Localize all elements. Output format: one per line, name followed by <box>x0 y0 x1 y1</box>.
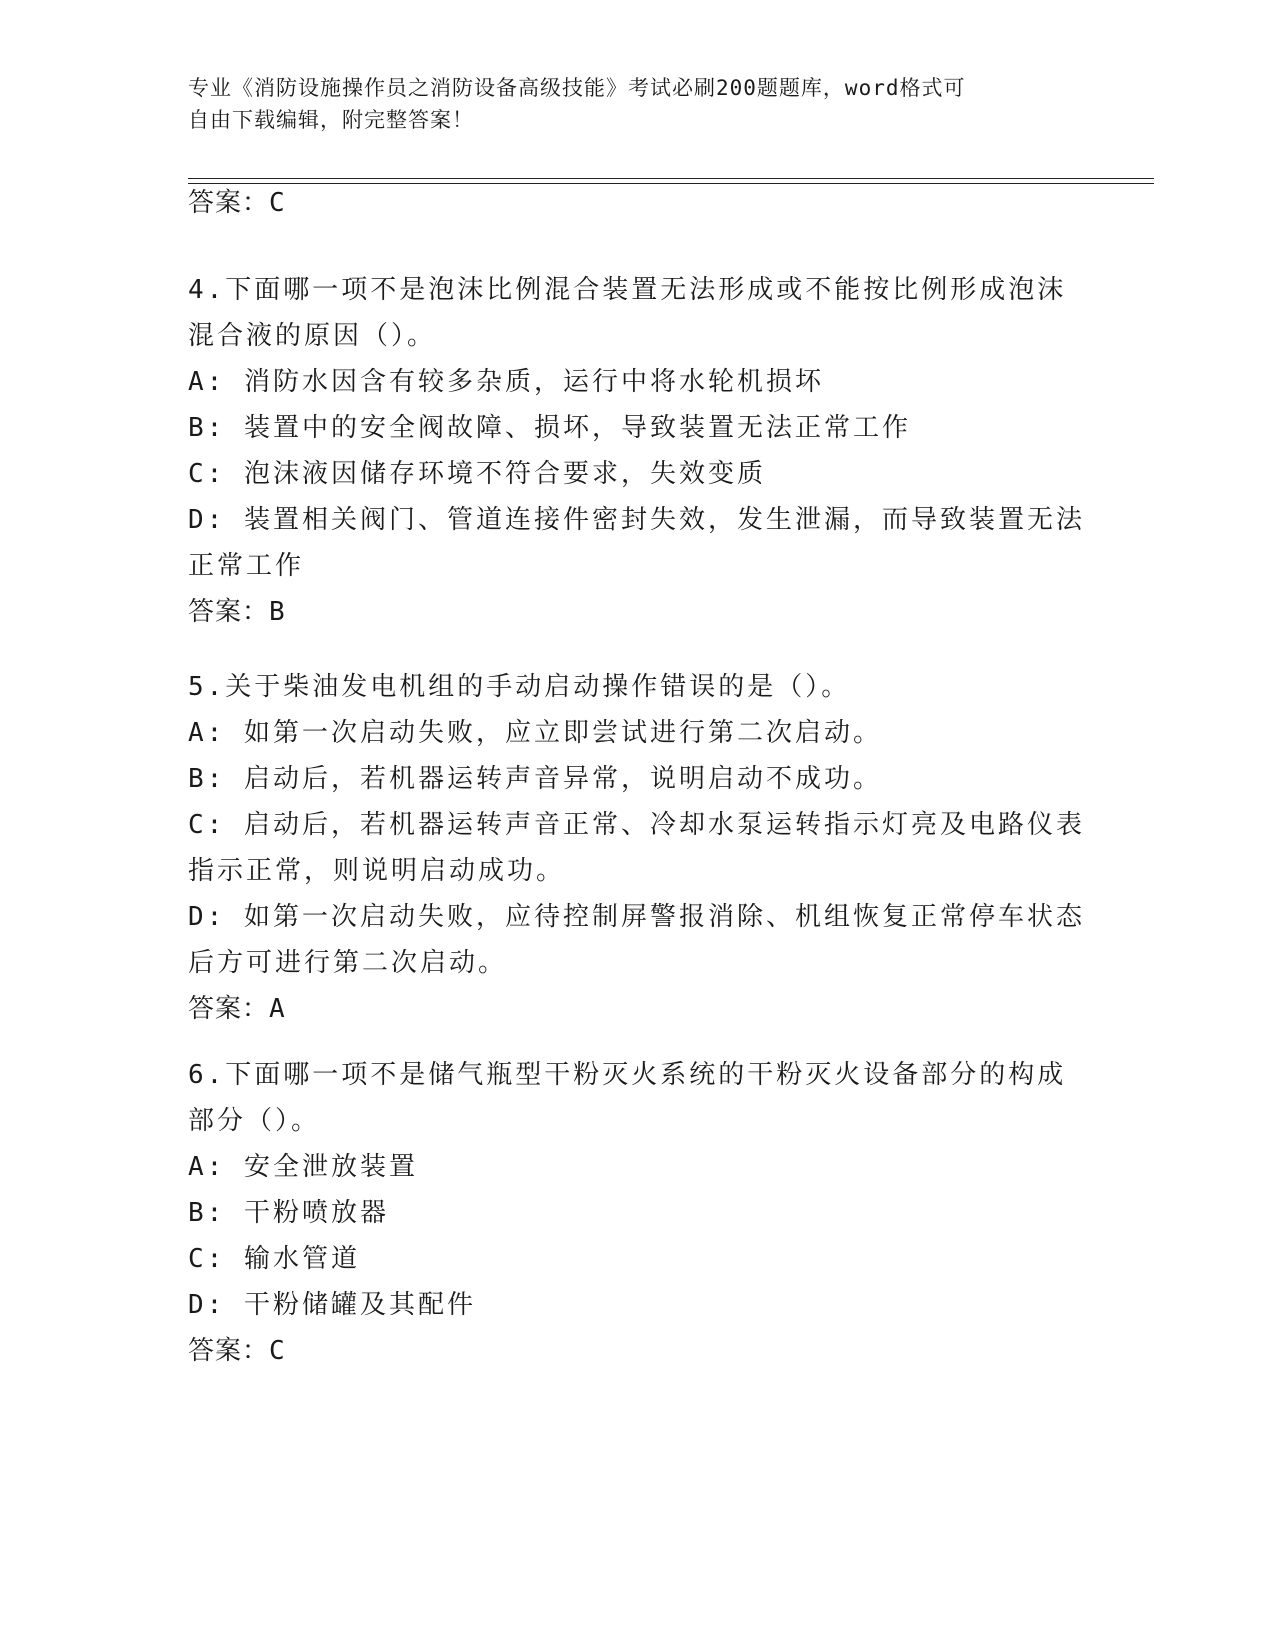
answer-line <box>188 180 1088 226</box>
option-c: C: 启动后，若机器运转声音正常、冷却水泵运转指示灯亮及电路仪表 <box>188 810 1085 840</box>
option-a: A: 如第一次启动失败，应立即尝试进行第二次启动。 <box>188 718 882 748</box>
option-d-continued: 后方可进行第二次启动。 <box>188 948 508 978</box>
option-b: B: 干粉喷放器 <box>188 1198 389 1228</box>
option-d: D: 装置相关阀门、管道连接件密封失效，发生泄漏，而导致装置无法 <box>188 505 1085 535</box>
answer-value: A <box>269 994 286 1024</box>
answer-label: 答案： <box>188 188 270 218</box>
answer-value: C <box>269 1336 286 1366</box>
header-line-2: 自由下载编辑，附完整答案！ <box>188 108 474 132</box>
option-c: C: 输水管道 <box>188 1244 360 1274</box>
option-b: B: 装置中的安全阀故障、损坏，导致装置无法正常工作 <box>188 413 911 443</box>
answer-label: 答案： <box>188 597 270 627</box>
answer-value: B <box>269 597 286 627</box>
option-a: A: 消防水因含有较多杂质，运行中将水轮机损坏 <box>188 367 824 397</box>
question-text-line: 混合液的原因（）。 <box>188 321 437 351</box>
question-text-line: 5.关于柴油发电机组的手动启动操作错误的是（）。 <box>188 672 851 702</box>
header-divider-top <box>188 178 1154 179</box>
answer-value: C <box>269 188 286 218</box>
question-text-line: 6.下面哪一项不是储气瓶型干粉灭火系统的干粉灭火设备部分的构成 <box>188 1060 1067 1090</box>
answer-label: 答案： <box>188 1336 270 1366</box>
option-d: D: 如第一次启动失败，应待控制屏警报消除、机组恢复正常停车状态 <box>188 902 1085 932</box>
option-b: B: 启动后，若机器运转声音异常，说明启动不成功。 <box>188 764 882 794</box>
prev-answer-block <box>188 180 1088 226</box>
option-a: A: 安全泄放装置 <box>188 1152 418 1182</box>
question-4 <box>188 267 1088 635</box>
question-5 <box>188 664 1088 1032</box>
question-text-line: 部分（）。 <box>188 1106 321 1136</box>
option-d: D: 干粉储罐及其配件 <box>188 1290 476 1320</box>
question-text-line: 4.下面哪一项不是泡沫比例混合装置无法形成或不能按比例形成泡沫 <box>188 275 1067 305</box>
option-c: C: 泡沫液因储存环境不符合要求，失效变质 <box>188 459 766 489</box>
answer-line <box>188 1328 1088 1374</box>
option-c-continued: 指示正常，则说明启动成功。 <box>188 856 566 886</box>
document-header <box>188 72 1088 136</box>
option-d-continued: 正常工作 <box>188 551 305 581</box>
answer-line <box>188 589 1088 635</box>
answer-line <box>188 986 1088 1032</box>
question-6 <box>188 1052 1088 1374</box>
answer-label: 答案： <box>188 994 270 1024</box>
header-line-1: 专业《消防设施操作员之消防设备高级技能》考试必刷200题题库，word格式可 <box>188 76 966 100</box>
